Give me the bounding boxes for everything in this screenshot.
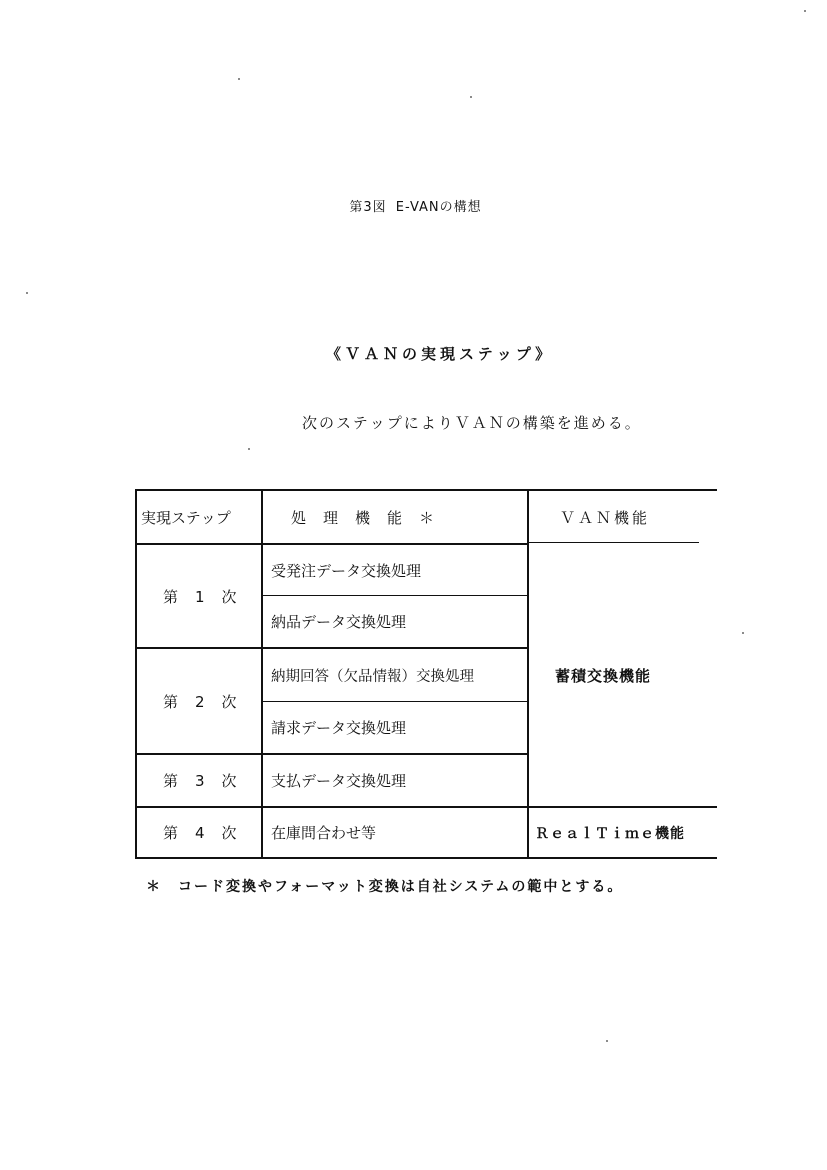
step-2-process-2: 請求データ交換処理 <box>271 719 407 737</box>
scan-speck <box>238 78 240 80</box>
column-divider-2 <box>527 489 529 859</box>
step-1-process-1: 受発注データ交換処理 <box>271 561 422 580</box>
scan-speck <box>804 10 806 12</box>
scan-speck <box>248 448 250 450</box>
step-2-label: 第 2 次 <box>163 692 238 711</box>
figure-title <box>0 196 827 215</box>
header-step: 実現ステップ <box>141 508 231 527</box>
footnote: ＊ コード変換やフォーマット変換は自社システムの範中とする。 <box>146 879 624 895</box>
column-divider-1 <box>261 489 263 859</box>
step-4-process-1: 在庫問合わせ等 <box>271 824 377 842</box>
step-3-process-1: 支払データ交換処理 <box>271 772 407 790</box>
step-3-label: 第 3 次 <box>163 772 238 790</box>
step-4-label: 第 4 次 <box>163 824 238 842</box>
scan-speck <box>26 292 28 294</box>
steps-table <box>135 489 717 859</box>
table-border-bottom <box>135 857 717 859</box>
scan-speck <box>742 632 744 634</box>
header-process: 処 理 機 能 ＊ <box>291 508 436 527</box>
scan-speck <box>470 96 472 98</box>
step-1-label: 第 1 次 <box>163 587 238 606</box>
table-border-left <box>135 489 137 859</box>
scan-speck <box>606 1040 608 1042</box>
intro-text: 次のステップによりＶＡＮの構築を進める。 <box>302 414 642 432</box>
step-1-process-2: 納品データ交換処理 <box>271 613 407 631</box>
van-store-forward: 蓄積交換機能 <box>555 667 652 685</box>
header-van: ＶＡＮ機能 <box>560 508 651 527</box>
figure-number: 第3図 <box>349 200 387 215</box>
step-2-process-1: 納期回答（欠品情報）交換処理 <box>271 668 474 685</box>
van-realtime: ＲｅａｌＴｉｍｅ機能 <box>535 825 685 842</box>
section-subtitle: 《ＶＡＮの実現ステップ》 <box>326 345 555 363</box>
figure-caption: E-VANの構想 <box>395 200 482 215</box>
